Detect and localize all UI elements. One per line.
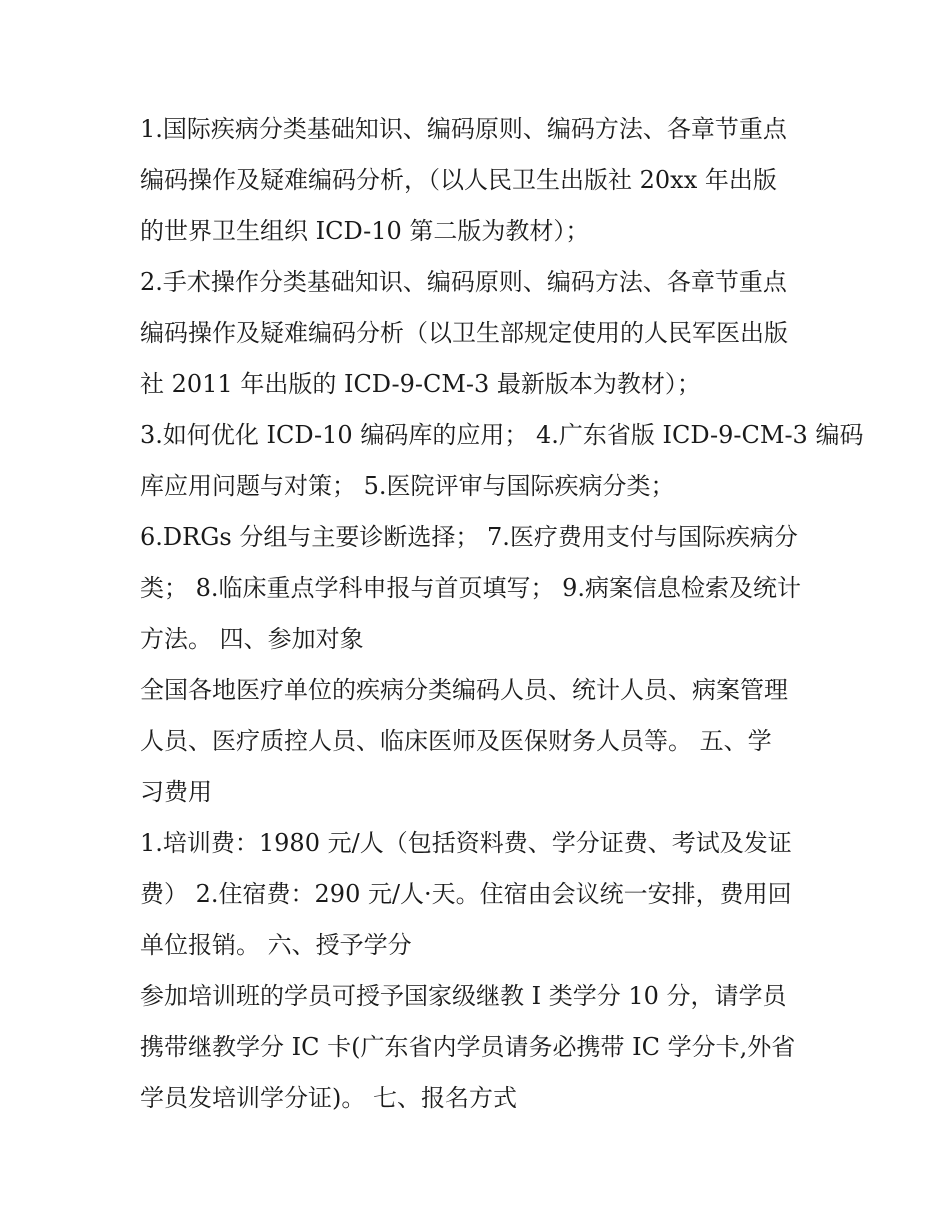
text-line: 社 2011 年出版的 ICD-9-CM-3 最新版本为教材）； bbox=[140, 370, 701, 398]
text-line: 3.如何优化 ICD-10 编码库的应用； 4.广东省版 ICD-9-CM-3 编码 bbox=[140, 421, 864, 449]
text-line: 全国各地医疗单位的疾病分类编码人员、统计人员、病案管理 bbox=[140, 676, 788, 704]
text-line: 学员发培训学分证)。 七、报名方式 bbox=[140, 1084, 517, 1112]
text-line: 参加培训班的学员可授予国家级继教 I 类学分 10 分，请学员 bbox=[140, 982, 787, 1010]
text-line: 1.国际疾病分类基础知识、编码原则、编码方法、各章节重点 bbox=[140, 115, 787, 143]
text-line: 单位报销。 六、授予学分 bbox=[140, 931, 412, 959]
document-body bbox=[140, 104, 864, 1124]
text-line: 2.手术操作分类基础知识、编码原则、编码方法、各章节重点 bbox=[140, 268, 787, 296]
text-line: 编码操作及疑难编码分析，（以人民卫生出版社 20xx 年出版 bbox=[140, 166, 777, 194]
text-line: 方法。 四、参加对象 bbox=[140, 625, 364, 653]
text-line: 携带继教学分 IC 卡(广东省内学员请务必携带 IC 学分卡,外省 bbox=[140, 1033, 796, 1061]
text-line: 的世界卫生组织 ICD-10 第二版为教材）； bbox=[140, 217, 590, 245]
text-line: 库应用问题与对策； 5.医院评审与国际疾病分类； bbox=[140, 472, 675, 500]
text-line: 费） 2.住宿费：290 元/人·天。住宿由会议统一安排，费用回 bbox=[140, 880, 792, 908]
text-line: 1.培训费：1980 元/人（包括资料费、学分证费、考试及发证 bbox=[140, 829, 792, 857]
text-line: 编码操作及疑难编码分析（以卫生部规定使用的人民军医出版 bbox=[140, 319, 788, 347]
text-line: 人员、医疗质控人员、临床医师及医保财务人员等。 五、学 bbox=[140, 727, 772, 755]
text-line: 类； 8.临床重点学科申报与首页填写； 9.病案信息检索及统计 bbox=[140, 574, 802, 602]
text-line: 习费用 bbox=[140, 778, 212, 806]
text-line: 6.DRGs 分组与主要诊断选择； 7.医疗费用支付与国际疾病分 bbox=[140, 523, 798, 551]
